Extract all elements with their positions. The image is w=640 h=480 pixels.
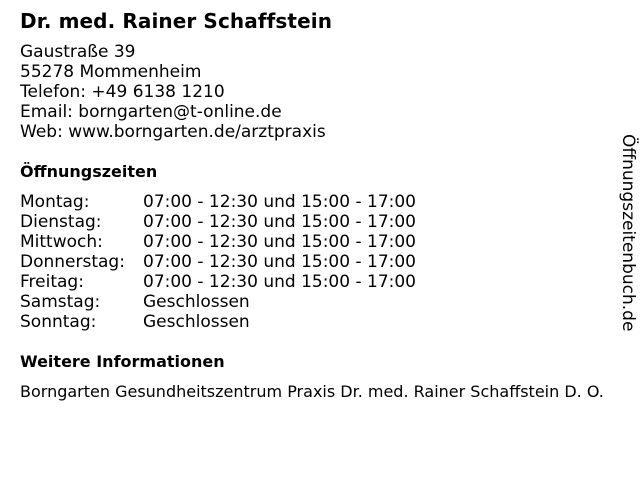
day-label: Montag:	[20, 192, 90, 212]
day-label: Donnerstag:	[20, 252, 125, 272]
hours-row-thursday	[20, 252, 620, 272]
hours-row-monday	[20, 192, 620, 212]
hours-value: Geschlossen	[143, 292, 250, 312]
further-info-heading: Weitere Informationen	[20, 352, 225, 371]
address-block	[20, 42, 620, 142]
email-address: Email: borngarten@t-online.de	[20, 102, 282, 122]
day-label: Mittwoch:	[20, 232, 103, 252]
website-address: Web: www.borngarten.de/arztpraxis	[20, 122, 326, 142]
site-watermark: Öffnungszeitenbuch.de	[618, 134, 638, 332]
hours-row-sunday	[20, 312, 620, 332]
day-label: Samstag:	[20, 292, 101, 312]
hours-value: Geschlossen	[143, 312, 250, 332]
further-info-text: Borngarten Gesundheitszentrum Praxis Dr. med. Rainer Schaffstein D. O.	[20, 382, 604, 401]
hours-row-saturday	[20, 292, 620, 312]
hours-value: 07:00 - 12:30 und 15:00 - 17:00	[143, 212, 416, 232]
city-address: 55278 Mommenheim	[20, 62, 202, 82]
street-address: Gaustraße 39	[20, 42, 136, 62]
hours-value: 07:00 - 12:30 und 15:00 - 17:00	[143, 272, 416, 292]
hours-row-tuesday	[20, 212, 620, 232]
opening-hours-table	[20, 192, 620, 332]
hours-value: 07:00 - 12:30 und 15:00 - 17:00	[143, 252, 416, 272]
hours-row-wednesday	[20, 232, 620, 252]
hours-value: 07:00 - 12:30 und 15:00 - 17:00	[143, 232, 416, 252]
opening-hours-heading: Öffnungszeiten	[20, 162, 158, 181]
day-label: Dienstag:	[20, 212, 102, 232]
day-label: Freitag:	[20, 272, 84, 292]
doctor-name: Dr. med. Rainer Schaffstein	[20, 9, 333, 33]
practice-card	[20, 8, 620, 402]
hours-value: 07:00 - 12:30 und 15:00 - 17:00	[143, 192, 416, 212]
hours-row-friday	[20, 272, 620, 292]
day-label: Sonntag:	[20, 312, 97, 332]
phone-number: Telefon: +49 6138 1210	[20, 82, 225, 102]
